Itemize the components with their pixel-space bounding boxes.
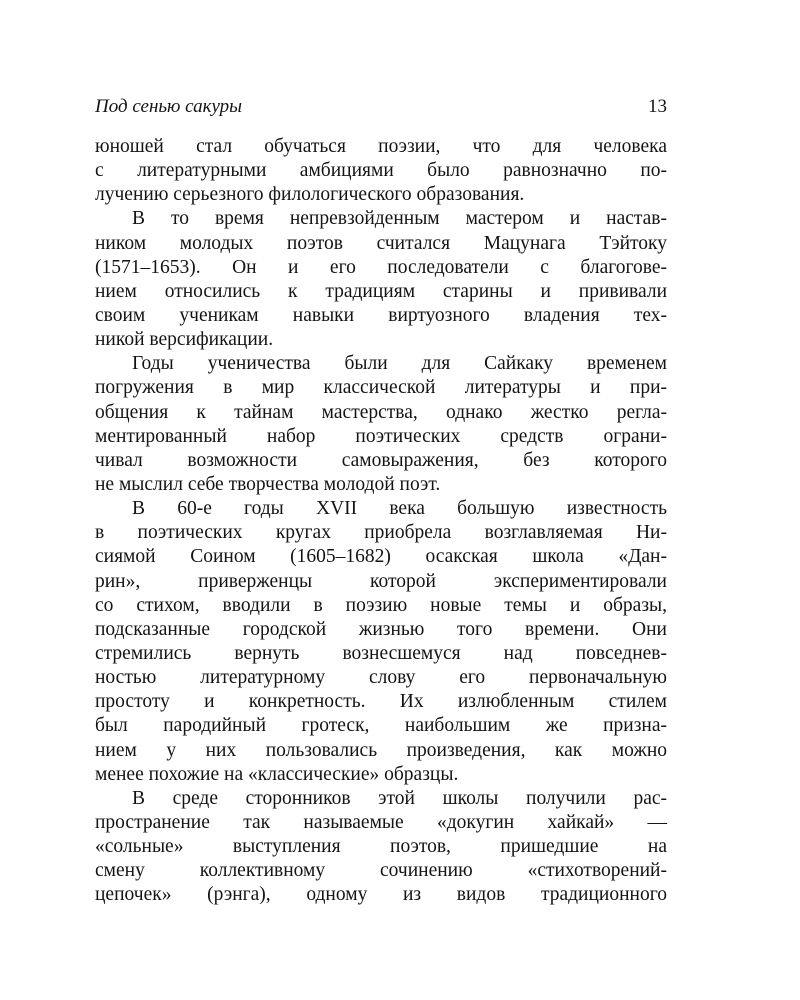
text-line: нием у них пользовались произведения, как можно: [95, 739, 667, 761]
text-line: нием относились к традициям старины и прививали: [95, 280, 667, 302]
text-line: смену коллективному сочинению «стихотворений-: [95, 860, 667, 882]
text-line: рин», приверженцы которой экспериментировали: [95, 570, 667, 592]
text-line: «сольные» выступления поэтов, пришедшие на: [95, 836, 667, 858]
text-line: простоту и конкретность. Их излюбленным стилем: [95, 691, 667, 713]
text-line: подсказанные городской жизнью того времени. Они: [95, 618, 667, 640]
text-line: с литературными амбициями было равнозначно по-: [95, 160, 667, 182]
paragraph-first-line: В 60-е годы XVII века большую известность: [132, 498, 667, 520]
text-line: пространение так называемые «докугин хайкай» —: [95, 811, 667, 833]
running-title: Под сенью сакуры: [95, 96, 243, 117]
text-line: сиямой Соином (1605–1682) осакская школа «Дан-: [95, 546, 667, 568]
paragraph-first-line: В среде сторонников этой школы получили рас-: [132, 787, 667, 809]
text-line: со стихом, вводили в поэзию новые темы и образы,: [95, 594, 667, 616]
text-line: был пародийный гротеск, наибольшим же призна-: [95, 715, 667, 737]
text-line: не мыслил себе творчества молодой поэт.: [95, 473, 441, 495]
page-number: 13: [648, 96, 667, 117]
text-line: лучению серьезного филологического образования.: [95, 184, 525, 206]
text-line: (1571–1653). Он и его последователи с благогове-: [95, 256, 667, 278]
text-line: юношей стал обучаться поэзии, что для человека: [95, 136, 667, 157]
text-line: погружения в мир классической литературы и при-: [95, 377, 667, 399]
text-line: в поэтических кругах приобрела возглавляемая Ни-: [95, 522, 667, 544]
running-header: [95, 94, 667, 120]
text-line: ником молодых поэтов считался Мацунага Тэйтоку: [95, 232, 667, 254]
body-text: [95, 135, 667, 908]
text-line: ностью литературному слову его первоначальную: [95, 667, 667, 689]
text-line: стремились вернуть вознесшемуся над повседнев-: [95, 642, 667, 664]
text-line: ментированный набор поэтических средств ограни-: [95, 425, 667, 447]
text-line: никой версификации.: [95, 329, 274, 351]
text-line: общения к тайнам мастерства, однако жестко регла-: [95, 401, 667, 423]
text-line: цепочек» (рэнга), одному из видов традиционного: [95, 884, 667, 906]
text-line: менее похожие на «классические» образцы.: [95, 763, 459, 785]
paragraph-first-line: В то время непревзойденным мастером и настав-: [132, 208, 667, 230]
paragraph-first-line: Годы ученичества были для Сайкаку временем: [132, 353, 667, 375]
text-line: своим ученикам навыки виртуозного владения тех-: [95, 304, 667, 326]
text-line: чивал возможности самовыражения, без которого: [95, 449, 667, 471]
